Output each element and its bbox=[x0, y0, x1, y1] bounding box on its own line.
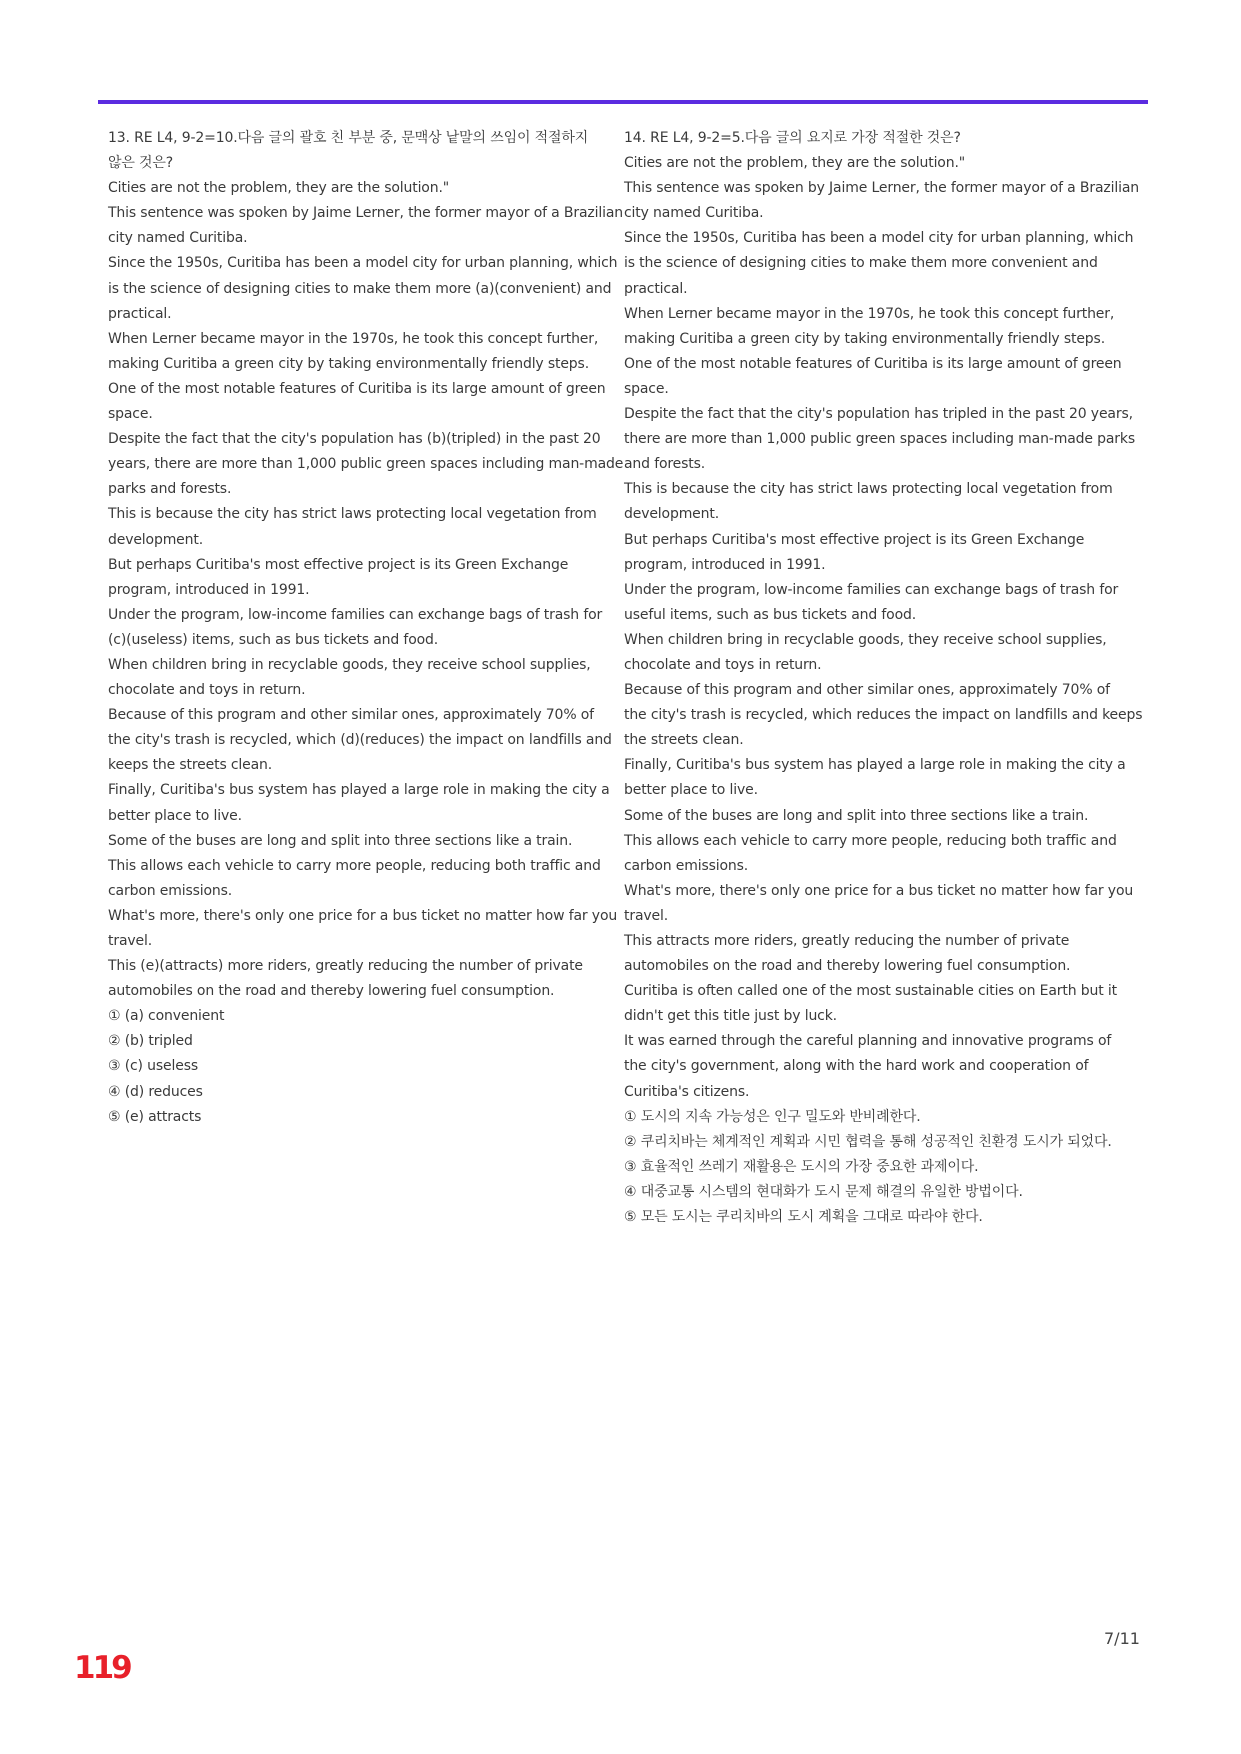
q13-line: keeps the streets clean. bbox=[108, 757, 273, 774]
q14-line: city named Curitiba. bbox=[624, 205, 764, 222]
q13-line: Finally, Curitiba's bus system has played a large role in making the city a bbox=[108, 782, 610, 799]
q13-line: But perhaps Curitiba's most effective project is its Green Exchange bbox=[108, 556, 569, 573]
q14-line: 14. RE L4, 9-2=5.다음 글의 요지로 가장 적절한 것은? bbox=[624, 130, 961, 146]
q13-line: carbon emissions. bbox=[108, 882, 233, 899]
q13-line: 13. RE L4, 9-2=10.다음 글의 괄호 친 부분 중, 문맥상 낱말의 쓰임이 적절하지 bbox=[108, 130, 589, 146]
question-14 bbox=[624, 126, 1144, 1230]
q14-line: and forests. bbox=[624, 456, 706, 473]
q13-line: This allows each vehicle to carry more people, reducing both traffic and bbox=[108, 857, 601, 874]
q14-line: development. bbox=[624, 506, 720, 523]
q14-line: program, introduced in 1991. bbox=[624, 556, 826, 573]
q14-line: there are more than 1,000 public green spaces including man-made parks bbox=[624, 431, 1136, 448]
q13-line: What's more, there's only one price for a bus ticket no matter how far you bbox=[108, 907, 618, 924]
q13-line: When Lerner became mayor in the 1970s, he took this concept further, bbox=[108, 330, 599, 347]
brand-logo: 119 bbox=[74, 1650, 130, 1686]
q14-line: Because of this program and other similar ones, approximately 70% of bbox=[624, 682, 1110, 699]
q14-line: But perhaps Curitiba's most effective project is its Green Exchange bbox=[624, 531, 1085, 548]
q14-line: the city's government, along with the hard work and cooperation of bbox=[624, 1058, 1089, 1075]
q14-line: Finally, Curitiba's bus system has played a large role in making the city a bbox=[624, 757, 1126, 774]
q14-line: ② 쿠리치바는 체계적인 계획과 시민 협력을 통해 성공적인 친환경 도시가 되었다. bbox=[624, 1133, 1112, 1150]
q13-line: city named Curitiba. bbox=[108, 230, 248, 247]
question-13 bbox=[108, 126, 624, 1130]
q13-line: ① (a) convenient bbox=[108, 1008, 225, 1025]
q13-line: is the science of designing cities to make them more (a)(convenient) and bbox=[108, 280, 612, 297]
q14-line: This attracts more riders, greatly reducing the number of private bbox=[624, 933, 1070, 949]
q14-line: ① 도시의 지속 가능성은 인구 밀도와 반비례한다. bbox=[624, 1108, 921, 1125]
q14-line: It was earned through the careful planning and innovative programs of bbox=[624, 1033, 1112, 1050]
q14-line: What's more, there's only one price for a bus ticket no matter how far you bbox=[624, 882, 1134, 899]
q14-line: Under the program, low-income families can exchange bags of trash for bbox=[624, 581, 1119, 598]
q13-line: Because of this program and other similar ones, approximately 70% of bbox=[108, 707, 594, 724]
q14-line: Since the 1950s, Curitiba has been a model city for urban planning, which bbox=[624, 230, 1134, 247]
q14-line: This is because the city has strict laws protecting local vegetation from bbox=[624, 481, 1113, 498]
q14-line: travel. bbox=[624, 907, 669, 924]
q14-line: This allows each vehicle to carry more people, reducing both traffic and bbox=[624, 832, 1117, 849]
q13-line: years, there are more than 1,000 public green spaces including man-made bbox=[108, 456, 624, 473]
q13-line: ⑤ (e) attracts bbox=[108, 1108, 202, 1125]
q13-line: ③ (c) useless bbox=[108, 1058, 198, 1075]
q13-line: Since the 1950s, Curitiba has been a model city for urban planning, which bbox=[108, 255, 618, 272]
q13-line: the city's trash is recycled, which (d)(reduces) the impact on landfills and bbox=[108, 732, 612, 749]
q13-line: travel. bbox=[108, 933, 153, 949]
q14-line: the streets clean. bbox=[624, 732, 744, 749]
q14-line: ⑤ 모든 도시는 쿠리치바의 도시 계획을 그대로 따라야 한다. bbox=[624, 1209, 983, 1226]
q13-line: Despite the fact that the city's population has (b)(tripled) in the past 20 bbox=[108, 431, 601, 448]
q13-line: space. bbox=[108, 406, 153, 423]
q14-line: Curitiba is often called one of the most sustainable cities on Earth but it bbox=[624, 983, 1117, 1000]
q13-line: Cities are not the problem, they are the solution." bbox=[108, 180, 450, 197]
q14-line: is the science of designing cities to make them more convenient and bbox=[624, 255, 1098, 272]
q13-line: This (e)(attracts) more riders, greatly reducing the number of private bbox=[108, 958, 583, 975]
q14-line: space. bbox=[624, 380, 669, 397]
q13-line: This is because the city has strict laws protecting local vegetation from bbox=[108, 506, 597, 523]
q13-line: chocolate and toys in return. bbox=[108, 682, 306, 699]
q14-line: automobiles on the road and thereby lowering fuel consumption. bbox=[624, 958, 1071, 975]
q14-line: Some of the buses are long and split into three sections like a train. bbox=[624, 807, 1089, 824]
q14-line: When children bring in recyclable goods, they receive school supplies, bbox=[624, 631, 1107, 648]
q13-line: automobiles on the road and thereby lowering fuel consumption. bbox=[108, 983, 555, 1000]
q14-line: didn't get this title just by luck. bbox=[624, 1008, 837, 1025]
q14-line: the city's trash is recycled, which reduces the impact on landfills and keeps bbox=[624, 707, 1143, 724]
q13-line: ② (b) tripled bbox=[108, 1033, 193, 1050]
q14-line: This sentence was spoken by Jaime Lerner, the former mayor of a Brazilian bbox=[624, 180, 1139, 197]
q14-line: Despite the fact that the city's population has tripled in the past 20 years, bbox=[624, 406, 1133, 423]
q14-line: useful items, such as bus tickets and food. bbox=[624, 606, 917, 623]
q13-line: Some of the buses are long and split into three sections like a train. bbox=[108, 832, 573, 849]
q13-line: Under the program, low-income families can exchange bags of trash for bbox=[108, 606, 603, 623]
q13-line: parks and forests. bbox=[108, 481, 232, 498]
q13-line: (c)(useless) items, such as bus tickets and food. bbox=[108, 631, 439, 648]
q14-line: Cities are not the problem, they are the solution." bbox=[624, 155, 966, 172]
q14-line: Curitiba's citizens. bbox=[624, 1083, 750, 1100]
q14-line: When Lerner became mayor in the 1970s, he took this concept further, bbox=[624, 305, 1115, 322]
top-divider bbox=[98, 100, 1148, 104]
q14-line: carbon emissions. bbox=[624, 857, 749, 874]
q13-line: practical. bbox=[108, 305, 172, 322]
q14-line: ③ 효율적인 쓰레기 재활용은 도시의 가장 중요한 과제이다. bbox=[624, 1158, 979, 1175]
q13-line: When children bring in recyclable goods, they receive school supplies, bbox=[108, 656, 591, 673]
page-counter: 7/11 bbox=[1104, 1629, 1140, 1648]
q13-line: better place to live. bbox=[108, 807, 242, 824]
q14-line: making Curitiba a green city by taking environmentally friendly steps. bbox=[624, 330, 1105, 347]
q13-line: This sentence was spoken by Jaime Lerner, the former mayor of a Brazilian bbox=[108, 205, 623, 222]
q13-line: making Curitiba a green city by taking environmentally friendly steps. bbox=[108, 355, 589, 372]
q14-line: better place to live. bbox=[624, 782, 758, 799]
q13-line: One of the most notable features of Curitiba is its large amount of green bbox=[108, 380, 606, 397]
q13-line: program, introduced in 1991. bbox=[108, 581, 310, 598]
q13-line: development. bbox=[108, 531, 204, 548]
q14-line: chocolate and toys in return. bbox=[624, 656, 822, 673]
q13-line: 않은 것은? bbox=[108, 155, 174, 172]
q13-line: ④ (d) reduces bbox=[108, 1083, 203, 1100]
q14-line: One of the most notable features of Curitiba is its large amount of green bbox=[624, 355, 1122, 372]
q14-line: ④ 대중교통 시스템의 현대화가 도시 문제 해결의 유일한 방법이다. bbox=[624, 1183, 1023, 1200]
q14-line: practical. bbox=[624, 280, 688, 297]
